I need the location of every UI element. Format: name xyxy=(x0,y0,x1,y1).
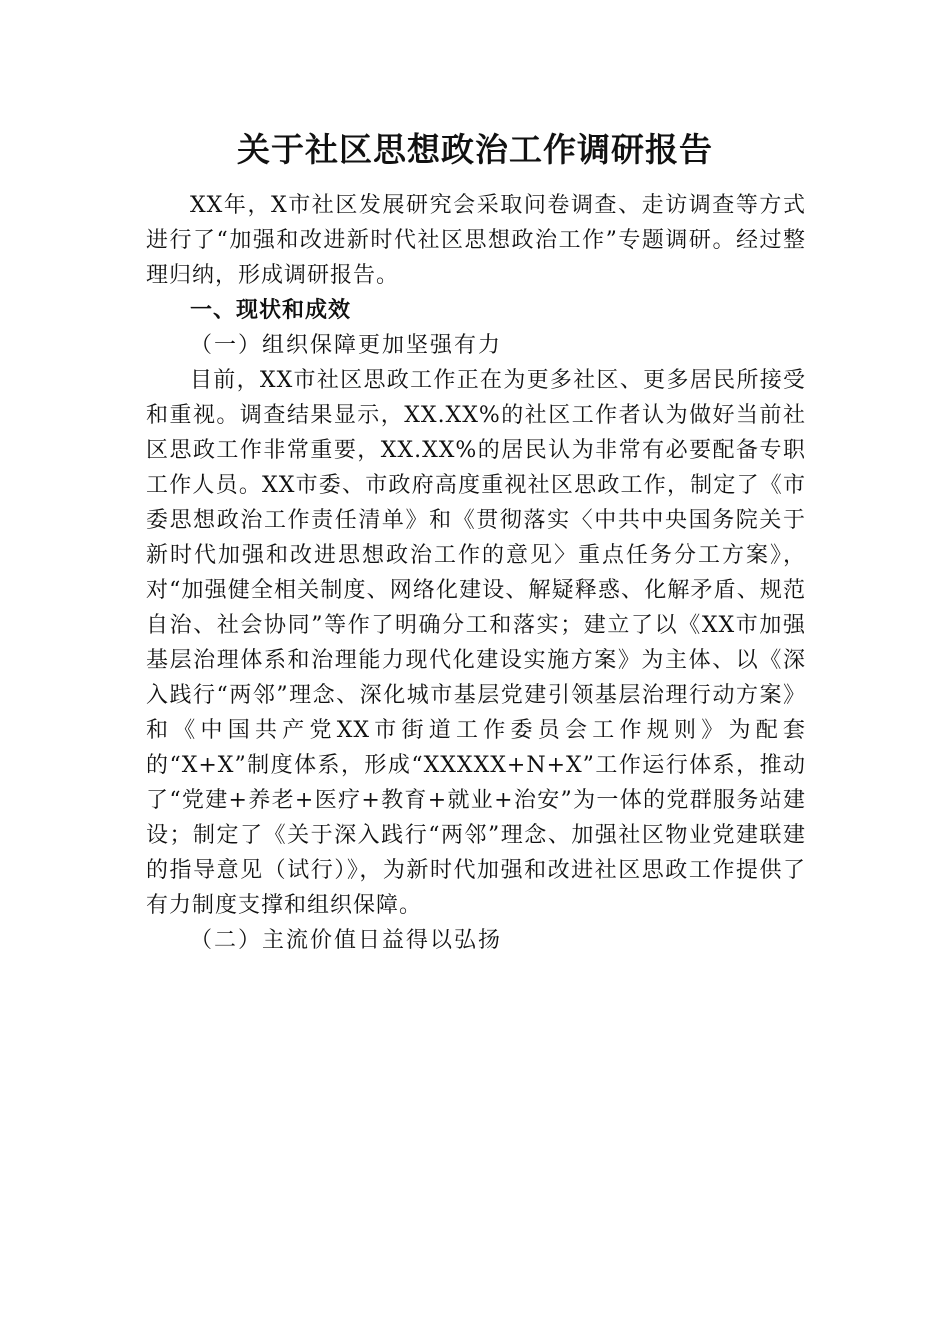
document-body xyxy=(146,188,806,958)
subsection-heading-organization: （一）组织保障更加坚强有力 xyxy=(190,333,503,358)
document-title: 关于社区思想政治工作调研报告 xyxy=(237,130,713,169)
subsection-heading-values: （二）主流价值日益得以弘扬 xyxy=(190,928,503,953)
intro-paragraph: XX年，X市社区发展研究会采取问卷调查、走访调查等方式进行了“加强和改进新时代社区思想政治工作”专题调研。经过整理归纳，形成调研报告。 xyxy=(146,193,806,288)
section-heading-status: 一、现状和成效 xyxy=(190,298,352,323)
subsection-paragraph-organization: 目前，XX市社区思政工作正在为更多社区、更多居民所接受和重视。调查结果显示，XX.XX%的社区工作者认为做好当前社区思政工作非常重要，XX.XX%的居民认为非常有必要配备专职工作人员。XX市委、市政府高度重视社区思政工作，制定了《市委思想政治工作责任清单》和《贯彻落实〈中共中央国务院关于新时代加强和改进思想政治工作的意见〉重点任务分工方案》，对“加强健全相关制度、网络化建设、解疑释惑、化解矛盾、规范自治、社会协同”等作了明确分工和落实；建立了以《XX市加强基层治理体系和治理能力现代化建设实施方案》为主体、以《深入践行“两邻”理念、深化城市基层党建引领基层治理行动方案》和《中国共产党XX市街道工作委员会工作规则》为配套的“X+X”制度体系，形成“XXXXX+N+X”工作运行体系，推动了“党建+养老+医疗+教育+就业+治安”为一体的党群服务站建设；制定了《关于深入践行“两邻”理念、加强社区物业党建联建的指导意见（试行）》，为新时代加强和改进社区思政工作提供了有力制度支撑和组织保障。 xyxy=(146,368,806,918)
